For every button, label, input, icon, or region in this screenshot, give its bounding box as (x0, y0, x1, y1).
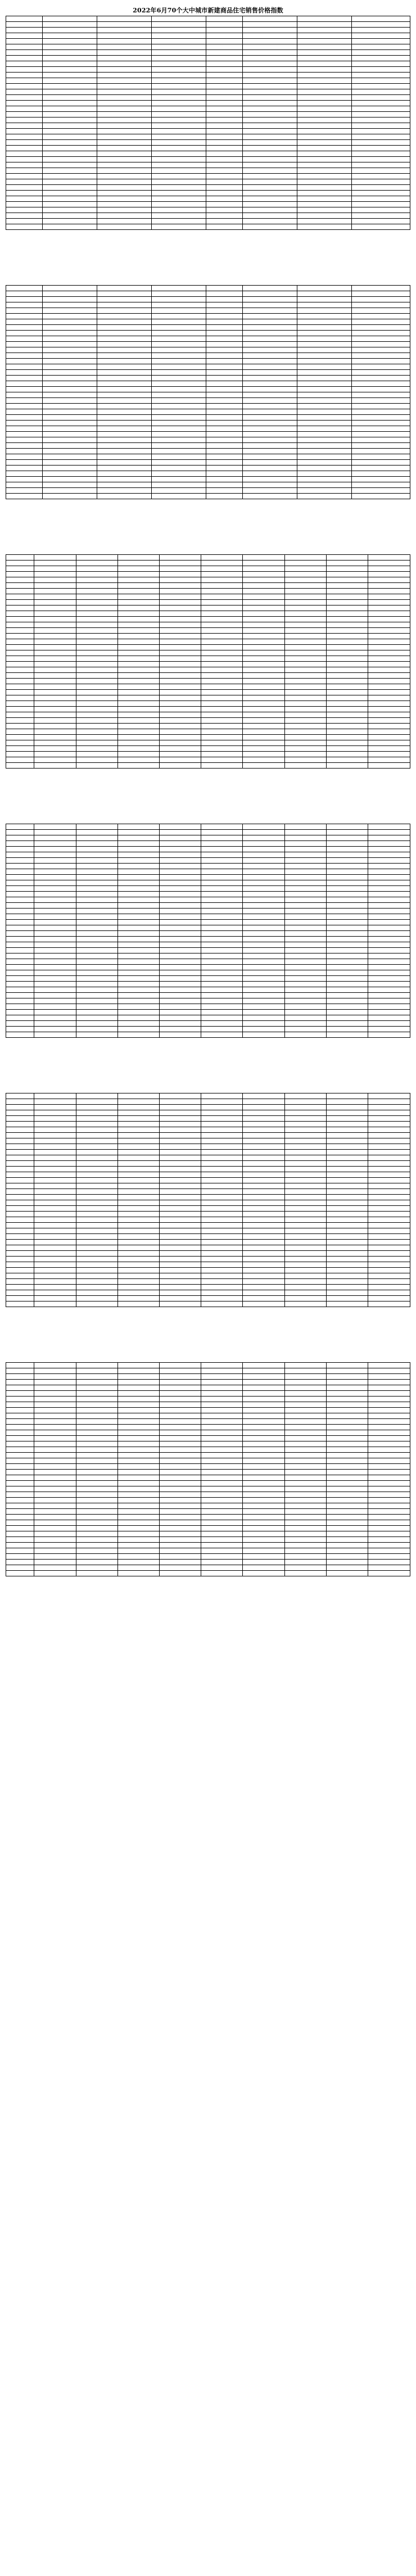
table-title: 2022年6月70个大中城市新建商品住宅销售价格指数 (133, 7, 283, 14)
table-block-1 (6, 6, 410, 230)
table-block-4 (6, 814, 410, 1038)
table-block-6 (6, 1352, 410, 1576)
table-block-2 (6, 275, 410, 499)
table-block-5 (6, 1083, 410, 1307)
price-index-table (6, 285, 410, 499)
table-title (6, 1083, 410, 1093)
table-title (6, 275, 410, 285)
section-gap (6, 230, 410, 269)
price-index-table (6, 824, 410, 1038)
table-title (6, 814, 410, 824)
section-gap (6, 1307, 410, 1346)
table-block-3 (6, 544, 410, 769)
section-gap (6, 499, 410, 539)
price-index-table (6, 1362, 410, 1576)
section-gap (6, 1038, 410, 1077)
price-index-table (6, 1093, 410, 1307)
table-title (6, 1352, 410, 1362)
price-index-table (6, 16, 410, 230)
table-title (6, 544, 410, 554)
section-gap (6, 769, 410, 808)
price-index-table (6, 554, 410, 769)
